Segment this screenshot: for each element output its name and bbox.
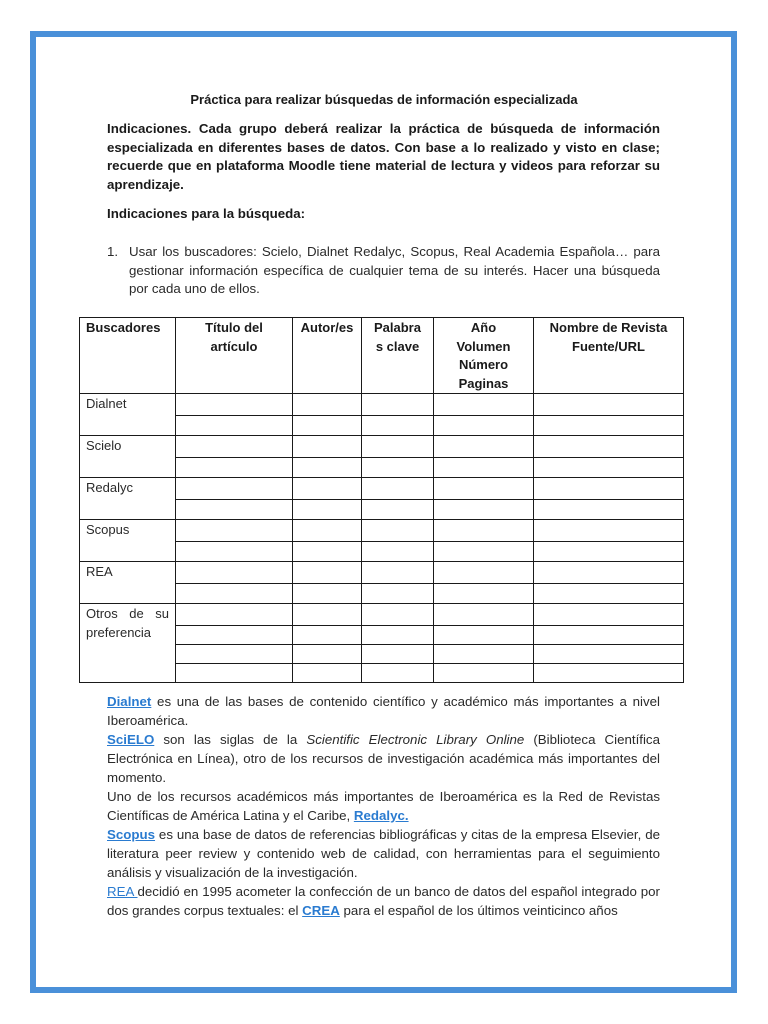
table-cell[interactable]	[293, 520, 362, 542]
header-titulo-line2: artículo	[210, 338, 258, 354]
indications-paragraph: Indicaciones. Cada grupo deberá realizar la práctica de búsqueda de información especializada en diferentes bases de datos. Con base a lo realizado y visto en clase; recuerde que en plataforma Moodle tiene material de lectura y videos para reforzar su aprendizaje.	[107, 121, 660, 192]
table-cell[interactable]	[176, 436, 293, 458]
table-row	[80, 562, 684, 584]
table-cell[interactable]	[434, 520, 534, 542]
header-autores: Autor/es	[293, 318, 362, 394]
instruction-number: 1.	[107, 244, 119, 259]
table-cell[interactable]	[176, 584, 293, 604]
table-cell[interactable]	[434, 458, 534, 478]
table-cell[interactable]	[362, 645, 434, 664]
database-descriptions	[107, 692, 660, 920]
table-cell[interactable]	[176, 458, 293, 478]
table-cell[interactable]	[176, 626, 293, 645]
search-instructions-heading: Indicaciones para la búsqueda:	[107, 206, 306, 221]
engine-cell-otros: Otros de su preferencia	[80, 604, 176, 683]
table-cell[interactable]	[293, 416, 362, 436]
table-cell[interactable]	[534, 478, 684, 500]
table-cell[interactable]	[293, 645, 362, 664]
table-header-row	[80, 318, 684, 394]
rea-text-after: para el español de los últimos veinticinco años	[339, 903, 618, 918]
crea-link[interactable]: CREA	[302, 903, 340, 918]
engine-cell-scielo: Scielo	[80, 436, 176, 478]
table-cell[interactable]	[293, 436, 362, 458]
scielo-italic-name: Scientific Electronic Library Online	[306, 732, 525, 747]
table-cell[interactable]	[434, 478, 534, 500]
table-cell[interactable]	[534, 562, 684, 584]
table-cell[interactable]	[434, 542, 534, 562]
table-cell[interactable]	[293, 584, 362, 604]
engine-cell-dialnet: Dialnet	[80, 394, 176, 436]
table-cell[interactable]	[362, 626, 434, 645]
header-ano-line3: Número	[458, 357, 509, 372]
instruction-list	[107, 243, 660, 299]
instruction-item	[107, 243, 660, 299]
table-cell[interactable]	[293, 500, 362, 520]
table-cell[interactable]	[176, 562, 293, 584]
table-cell[interactable]	[293, 478, 362, 500]
rea-link[interactable]: REA	[107, 884, 138, 899]
table-cell[interactable]	[534, 584, 684, 604]
engine-cell-rea: REA	[80, 562, 176, 604]
table-cell[interactable]	[176, 500, 293, 520]
dialnet-link[interactable]: Dialnet	[107, 694, 152, 709]
scopus-description-text: es una base de datos de referencias bibliográficas y citas de la empresa Elsevier, de literatura peer review y contenido web de calidad, con herramientas para el seguimiento análisis y visualización de la investigación.	[107, 827, 660, 880]
scielo-text-before: son las siglas de la	[154, 732, 307, 747]
table-cell[interactable]	[534, 604, 684, 626]
engine-cell-redalyc: Redalyc	[80, 478, 176, 520]
table-cell[interactable]	[362, 436, 434, 458]
table-cell[interactable]	[534, 542, 684, 562]
table-cell[interactable]	[362, 458, 434, 478]
table-cell[interactable]	[434, 562, 534, 584]
scopus-link[interactable]: Scopus	[107, 827, 156, 842]
table-cell[interactable]	[293, 458, 362, 478]
table-cell[interactable]	[362, 394, 434, 416]
table-cell[interactable]	[434, 394, 534, 416]
table-cell[interactable]	[362, 542, 434, 562]
search-results-table	[79, 317, 684, 683]
header-buscadores: Buscadores	[80, 318, 176, 394]
engine-cell-scopus: Scopus	[80, 520, 176, 562]
description-redalyc	[107, 787, 660, 825]
table-cell[interactable]	[362, 478, 434, 500]
table-cell[interactable]	[434, 645, 534, 664]
table-cell[interactable]	[176, 520, 293, 542]
rea-text-before: decidió en 1995 acometer la confección de un banco de datos del español integrado por dos grandes corpus textuales: el	[107, 884, 660, 918]
table-cell[interactable]	[534, 394, 684, 416]
table-cell[interactable]	[534, 645, 684, 664]
table-cell[interactable]	[176, 542, 293, 562]
table-cell[interactable]	[434, 436, 534, 458]
table-cell[interactable]	[534, 664, 684, 683]
redalyc-link[interactable]: Redalyc.	[353, 808, 409, 823]
description-scielo	[107, 730, 660, 787]
table-row	[80, 478, 684, 500]
table-cell[interactable]	[176, 664, 293, 683]
table-cell[interactable]	[176, 645, 293, 664]
table-cell[interactable]	[176, 478, 293, 500]
table-row	[80, 604, 684, 626]
table-cell[interactable]	[434, 626, 534, 645]
header-titulo-line1: Título del	[205, 320, 263, 335]
table-cell[interactable]	[362, 584, 434, 604]
table-cell[interactable]	[293, 604, 362, 626]
table-cell[interactable]	[434, 584, 534, 604]
header-palabras-clave	[362, 318, 434, 394]
table-cell[interactable]	[534, 436, 684, 458]
table-cell[interactable]	[534, 458, 684, 478]
instruction-text: Usar los buscadores: Scielo, Dialnet Redalyc, Scopus, Real Academia Española… para gestionar información específica de cualquier tema de su interés. Hacer una búsqueda por cada uno de ellos.	[129, 244, 660, 296]
table-cell[interactable]	[434, 416, 534, 436]
table-cell[interactable]	[362, 520, 434, 542]
table-cell[interactable]	[176, 604, 293, 626]
header-ano-line4: Paginas	[458, 375, 509, 391]
table-cell[interactable]	[534, 500, 684, 520]
table-cell[interactable]	[176, 394, 293, 416]
header-revista-line1: Nombre de Revista	[549, 320, 668, 335]
table-row	[80, 394, 684, 416]
dialnet-description-text: es una de las bases de contenido científico y académico más importantes a nivel Iberoamérica.	[107, 694, 660, 728]
scielo-text-after: (Biblioteca Científica Electrónica en Línea), otro de los recursos de investigación académica más importantes del momento.	[107, 732, 660, 785]
description-dialnet	[107, 692, 660, 730]
document-title: Práctica para realizar búsquedas de información especializada	[190, 92, 578, 107]
header-palabras-line1: Palabra	[374, 320, 421, 335]
header-titulo	[176, 318, 293, 394]
table-cell[interactable]	[362, 562, 434, 584]
table-cell[interactable]	[293, 542, 362, 562]
description-scopus	[107, 825, 660, 882]
header-ano-volumen	[434, 318, 534, 394]
header-ano-line1: Año	[470, 320, 497, 335]
header-palabras-line2: s clave	[375, 338, 420, 354]
table-row	[80, 436, 684, 458]
header-ano-line2: Volumen	[456, 338, 511, 354]
table-cell[interactable]	[434, 664, 534, 683]
table-cell[interactable]	[293, 626, 362, 645]
table-cell[interactable]	[362, 416, 434, 436]
header-revista-fuente	[534, 318, 684, 394]
header-revista-line2: Fuente/URL	[572, 338, 645, 354]
table-cell[interactable]	[534, 416, 684, 436]
table-cell[interactable]	[176, 416, 293, 436]
table-cell[interactable]	[293, 562, 362, 584]
table-row	[80, 520, 684, 542]
table-cell[interactable]	[434, 500, 534, 520]
scielo-link[interactable]: SciELO	[107, 732, 155, 747]
table-cell[interactable]	[293, 664, 362, 683]
table-cell[interactable]	[362, 604, 434, 626]
table-cell[interactable]	[362, 500, 434, 520]
description-rea	[107, 882, 660, 920]
table-cell[interactable]	[434, 604, 534, 626]
redalyc-description-text: Uno de los recursos académicos más importantes de Iberoamérica es la Red de Revistas Científicas de América Latina y el Caribe,	[107, 789, 660, 823]
table-cell[interactable]	[293, 394, 362, 416]
table-cell[interactable]	[534, 520, 684, 542]
table-cell[interactable]	[534, 626, 684, 645]
table-cell[interactable]	[362, 664, 434, 683]
